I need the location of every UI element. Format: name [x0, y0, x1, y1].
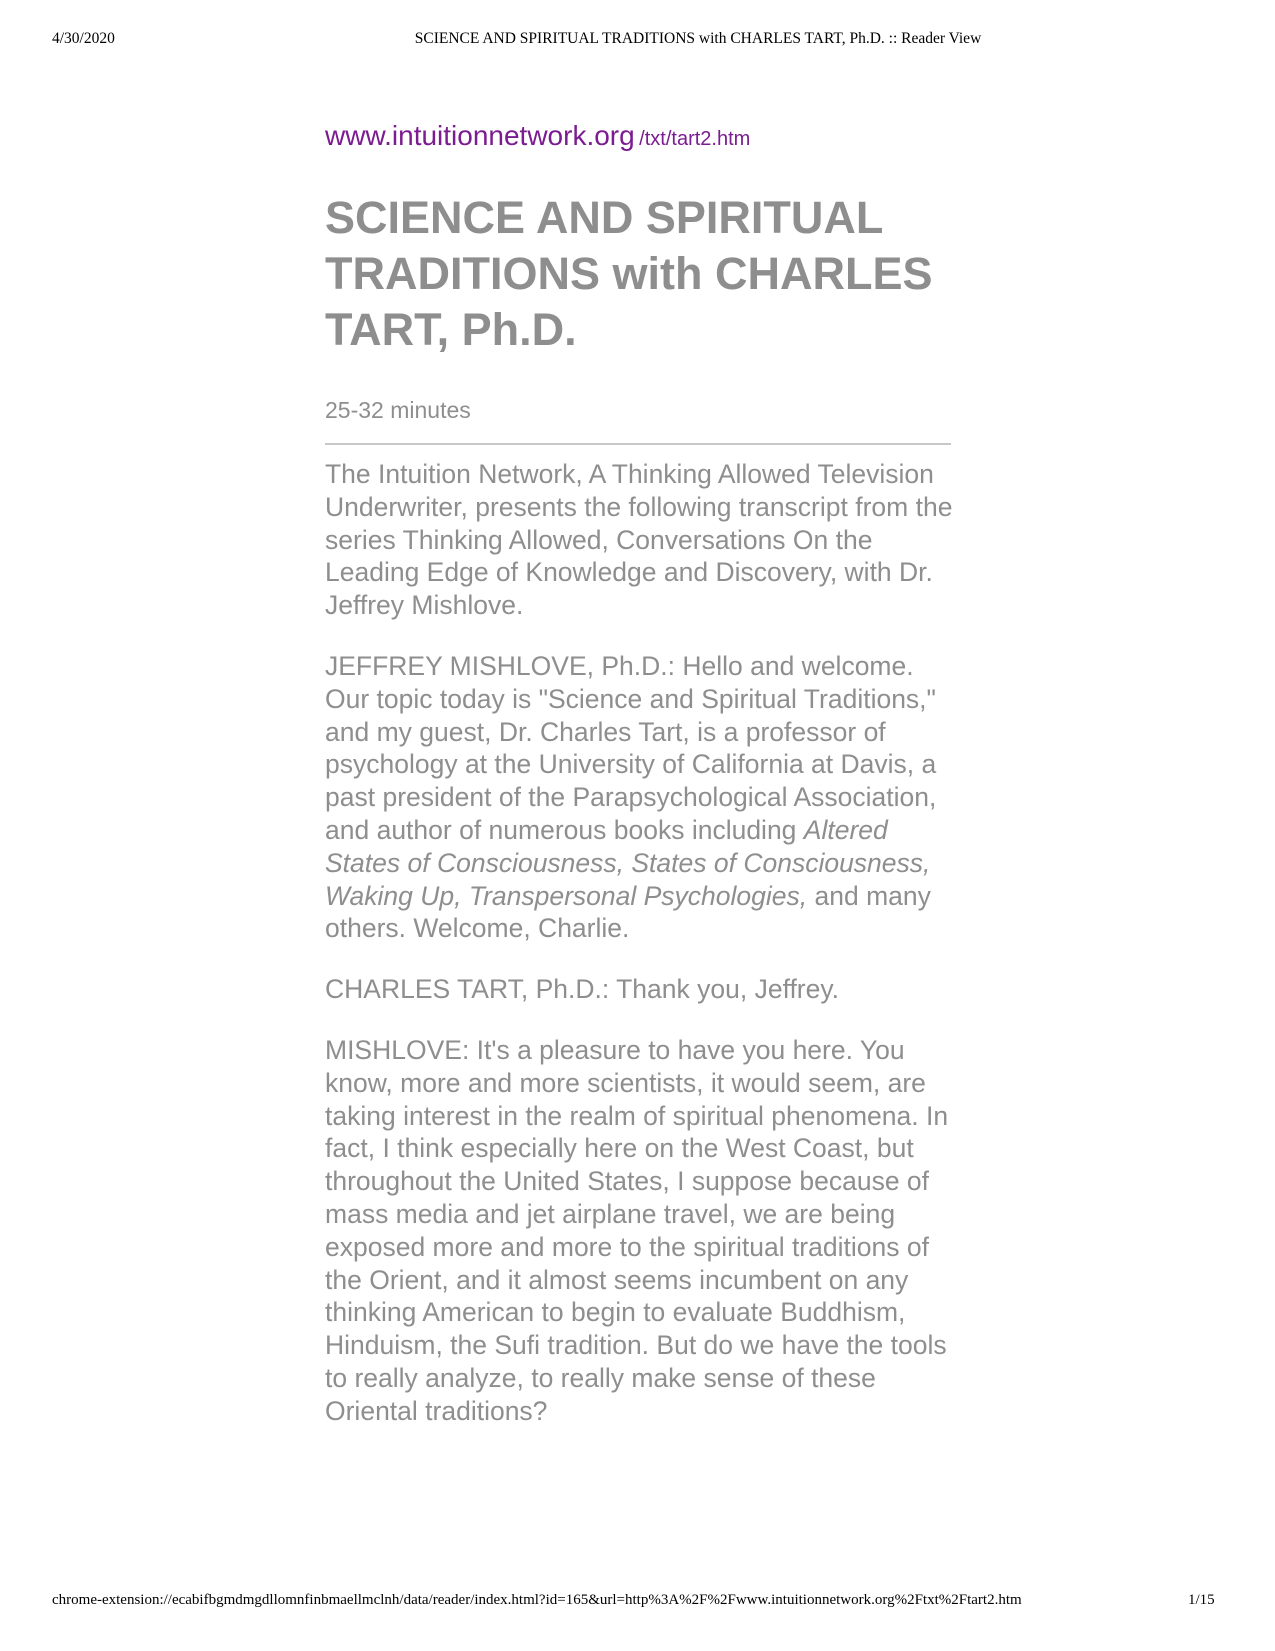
print-url: chrome-extension://ecabifbgmdmgdllomnfinbmaellmclnh/data/reader/index.html?id=165&url=http%3A%2F%2Fwww.intuitionnetwork.org%2Ftxt%2Ftart2.htm — [52, 1592, 1022, 1608]
paragraph-text: JEFFREY MISHLOVE, Ph.D.: Hello and welcome. Our topic today is "Science and Spiritual Traditions," and my guest, Dr. Charles Tart, is a professor of psychology at the University of California at Davis, a past president of the Parapsychological Association, and author of numerous books including — [325, 650, 937, 845]
print-date: 4/30/2020 — [52, 30, 115, 47]
paragraph-tart-thanks: CHARLES TART, Ph.D.: Thank you, Jeffrey. — [325, 974, 840, 1005]
paragraph-mishlove-question: MISHLOVE: It's a pleasure to have you here. You know, more and more scientists, it would seem, are taking interest in the realm of spiritual phenomena. In fact, I think especially here on the West Coast, but throughout the United States, I suppose because of mass media and jet airplane travel, we are being exposed more and more to the spiritual traditions of the Orient, and it almost seems incumbent on any thinking American to begin to evaluate Buddhism, Hinduism, the Sufi tradition. But do we have the tools to really analyze, to really make sense of these Oriental traditions? — [325, 1034, 949, 1426]
paragraph-intro: The Intuition Network, A Thinking Allowed Television Underwriter, presents the following transcript from the series Thinking Allowed, Conversations On the Leading Edge of Knowledge and Discovery, with Dr. Jeffrey Mishlove. — [325, 459, 953, 621]
print-footer — [0, 1592, 1275, 1614]
article-title: SCIENCE AND SPIRITUAL TRADITIONS with CHARLES TART, Ph.D. — [325, 192, 933, 355]
source-link[interactable] — [325, 118, 951, 154]
print-header — [0, 30, 1275, 52]
source-domain[interactable]: www.intuitionnetwork.org — [325, 120, 635, 151]
paragraph-text: and many others. Welcome, Charlie. — [325, 880, 931, 944]
source-path[interactable]: /txt/tart2.htm — [639, 128, 751, 150]
book-titles: Altered States of Consciousness, States of Consciousness, Waking Up, Transpersonal Psychologies, — [325, 814, 931, 911]
page-number: 1/15 — [1188, 1592, 1215, 1608]
article-body — [325, 458, 965, 1456]
header-divider — [325, 443, 951, 445]
paragraph-mishlove-welcome — [325, 650, 965, 945]
reader-article — [325, 118, 953, 1426]
reading-time: 25-32 minutes — [325, 397, 471, 423]
print-document-title: SCIENCE AND SPIRITUAL TRADITIONS with CHARLES TART, Ph.D. :: Reader View — [414, 30, 982, 47]
